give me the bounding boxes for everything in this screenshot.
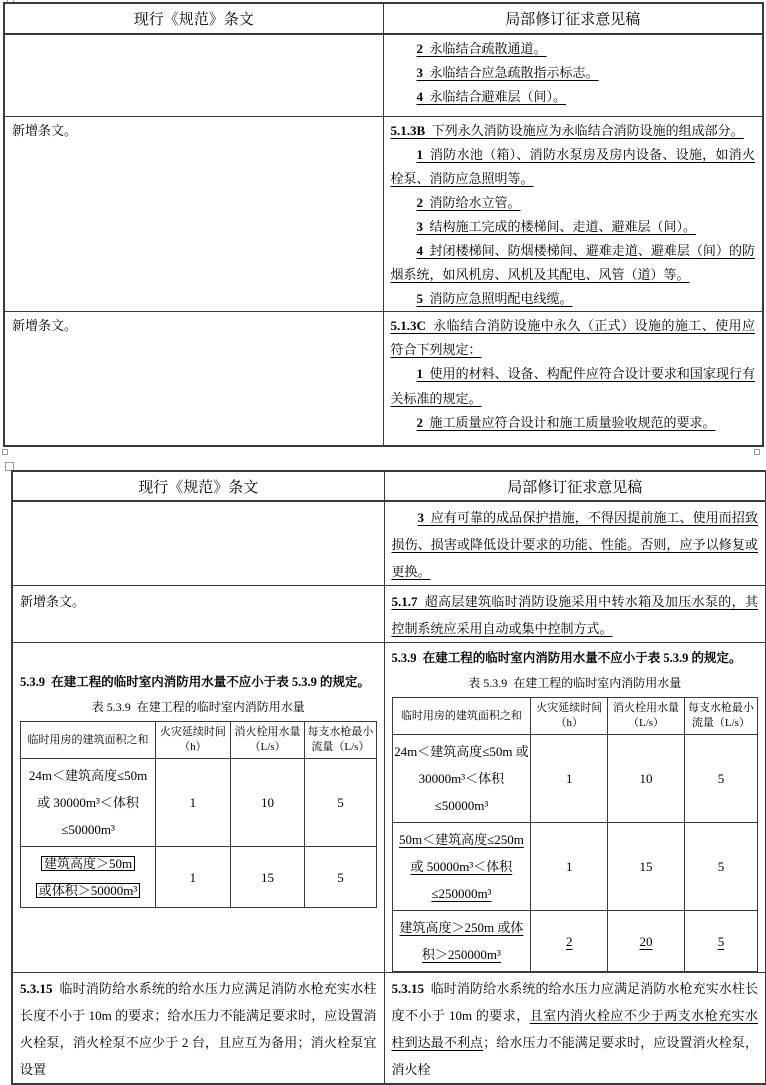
paragraph	[391, 314, 756, 362]
duration-cell: 1	[156, 847, 231, 908]
current-clause-cell-added: 新增条文。	[4, 116, 383, 312]
paragraph-mark-right	[754, 449, 760, 455]
revision-clause-cell-item3	[384, 501, 766, 586]
revision-clause-cell-5-3-9	[384, 643, 766, 973]
text-segment: 消防水池（箱）、消防水泵房及房内设备、设施，如消火栓泵、消防应急照明等。	[390, 146, 755, 186]
paragraph	[392, 975, 759, 1083]
column-header-current-code: 现行《规范》条文	[12, 471, 384, 501]
water-table-row	[21, 759, 377, 847]
water-table-row	[392, 735, 758, 823]
paragraph	[391, 85, 756, 109]
text-segment: 超高层建筑临时消防设施采用中转水箱及加压水泵的，其控制系统应采用自动或集中控制方式。	[391, 594, 758, 636]
paragraph	[392, 647, 759, 669]
paragraph	[392, 504, 759, 585]
paragraph	[392, 588, 759, 642]
text-segment: 临时消防给水系统的给水压力应满足消防水枪充实水柱长度不小于 10m 的要求，	[391, 981, 758, 1023]
min-flow-cell: 5	[684, 735, 757, 823]
col-fire-duration: 火灾延续时间（h）	[531, 698, 608, 735]
duration-cell: 2	[531, 911, 608, 972]
text-segment: 5.3.9	[20, 675, 45, 689]
header-row	[4, 3, 763, 34]
clause-heading-5-3-9	[392, 647, 759, 669]
text-segment: 临时消防给水系统的给水压力应满足消防水枪充实水柱长度不小于 10m 的要求；给水压力不能满足要求时，应设置消火栓泵，消火栓泵不应少于 2 台，且应互为备用；消火栓泵宜设置	[20, 981, 377, 1077]
text-segment: 在建工程的临时室内消防用水量不应小于表 5.3.9 的规定。	[45, 675, 371, 689]
col-hydrant-flow: 消火栓用水量（L/s）	[608, 698, 685, 735]
comparison-table-2	[11, 470, 766, 1085]
current-clause-cell-added: 新增条文。	[12, 586, 384, 643]
area-cell: 24m＜建筑高度≤50m 或 30000m³＜体积≤50000m³	[392, 735, 531, 823]
text-segment: 5.1.3C	[390, 318, 426, 334]
paragraph	[391, 37, 756, 61]
text-segment: 5.3.9	[391, 651, 417, 665]
col-nozzle-min-flow: 每支水枪最小流量（L/s）	[305, 722, 376, 759]
text-segment: 下列永久消防设施应为永临结合消防设施的组成部分。	[425, 122, 744, 138]
text-segment: 建筑高度＞50m	[41, 856, 135, 871]
text-segment: 3	[417, 510, 424, 525]
text-segment: 5	[416, 291, 423, 307]
revision-clause-cell-5-1-7	[384, 586, 766, 643]
duration-cell: 1	[531, 735, 608, 823]
table-row	[12, 973, 766, 1085]
paragraph	[22, 850, 154, 877]
text-segment: 施工质量应符合设计和施工质量验收规范的要求。	[423, 414, 716, 430]
paragraph	[391, 119, 756, 143]
text-segment: 消防给水立管。	[423, 194, 521, 210]
flow-cell: 15	[230, 847, 305, 908]
water-table-header-row	[392, 698, 758, 735]
paragraph	[391, 191, 756, 215]
table-row	[12, 501, 766, 586]
water-table-row-new	[392, 911, 758, 972]
text-segment: 使用的材料、设备、构配件应符合设计要求和国家现行有关标准的规定。	[390, 366, 755, 406]
current-clause-cell-added: 新增条文。	[4, 312, 383, 446]
area-cell-boxed	[21, 847, 156, 908]
paragraph	[391, 411, 756, 435]
min-flow-cell: 5	[305, 847, 376, 908]
water-table-caption: 表 5.3.9 在建工程的临时室内消防用水量	[91, 700, 305, 714]
col-building-area: 临时用房的建筑面积之和	[392, 698, 531, 735]
text-segment: 5.1.7	[391, 594, 418, 609]
flow-cell: 10	[230, 759, 305, 847]
paragraph	[391, 287, 756, 311]
text-segment: 4	[416, 242, 423, 258]
duration-cell: 1	[531, 823, 608, 911]
column-header-current-code: 现行《规范》条文	[4, 3, 383, 34]
text-segment: 或体积＞50000m³	[36, 883, 141, 898]
table-row	[12, 586, 766, 643]
min-flow-cell: 5	[684, 823, 757, 911]
current-clause-cell-5-3-15	[12, 973, 384, 1085]
text-segment: 永临结合应急疏散指示标志。	[423, 65, 599, 81]
area-cell-new: 建筑高度＞250m 或体积＞250000m³	[392, 911, 531, 972]
text-segment: 应有可靠的成品保护措施，不得因提前施工、使用而招致损伤、损害或降低设计要求的功能、性能。否则，应予以修复或更换。	[391, 510, 758, 579]
min-flow-cell: 5	[305, 759, 376, 847]
text-segment: 5.3.15	[391, 981, 424, 996]
table-row	[4, 312, 763, 446]
text-segment: 封闭楼梯间、防烟楼梯间、避难走道、避难层（间）的防烟系统，如风机房、风机及其配电、风管（道）等。	[390, 242, 755, 283]
text-segment: 1	[416, 146, 423, 162]
paragraph	[391, 215, 756, 239]
water-table-row	[392, 823, 758, 911]
text-segment: 2	[416, 414, 423, 430]
water-table-caption: 表 5.3.9 在建工程的临时室内消防用水量	[468, 676, 682, 690]
paragraph	[391, 143, 756, 191]
area-cell: 24m＜建筑高度≤50m 或 30000m³＜体积≤50000m³	[21, 759, 156, 847]
paragraph-mark-left	[2, 449, 8, 455]
text-segment: 1	[416, 366, 423, 382]
paragraph	[391, 239, 756, 287]
paragraph	[391, 61, 756, 85]
text-segment: 2	[416, 194, 423, 210]
table-row	[12, 643, 766, 973]
paragraph	[20, 671, 377, 693]
text-segment: 2	[416, 41, 423, 56]
area-cell-revised: 50m＜建筑高度≤250m 或 50000m³＜体积≤250000m³	[392, 823, 531, 911]
text-segment: 永临结合避难层（间）。	[423, 89, 567, 105]
text-segment: 5.1.3B	[390, 122, 426, 138]
flow-cell: 15	[608, 823, 685, 911]
water-table-header-row	[21, 722, 377, 759]
current-clause-cell-empty	[12, 501, 384, 586]
text-segment: 3	[416, 65, 423, 81]
text-segment: 消防应急照明配电线缆。	[423, 291, 573, 307]
header-row	[12, 471, 766, 501]
table-row	[4, 34, 763, 116]
text-segment: 5.3.15	[20, 981, 53, 996]
revision-clause-cell-5-1-3C	[383, 312, 763, 446]
text-segment: ；给水压力不能满足要求时，应设置消火栓泵，消火栓	[391, 1035, 758, 1077]
paragraph	[20, 975, 377, 1083]
duration-cell: 1	[156, 759, 231, 847]
water-table-revised	[392, 697, 759, 972]
column-header-revision-draft: 局部修订征求意见稿	[383, 3, 763, 34]
col-fire-duration: 火灾延续时间（h）	[156, 722, 231, 759]
comparison-table-1	[3, 2, 764, 447]
text-segment: 永临结合疏散通道。	[423, 41, 547, 56]
revision-clause-cell-5-1-3B	[383, 116, 763, 312]
current-clause-cell-empty	[4, 34, 383, 116]
current-clause-cell-5-3-9	[12, 643, 384, 973]
text-segment: 结构施工完成的楼梯间、走道、避难层（间）。	[423, 218, 697, 234]
water-table-current	[20, 721, 377, 908]
text-segment: 且室内消火栓应不少于两支水枪充实水柱到达最不利点	[391, 1008, 758, 1050]
min-flow-cell: 5	[684, 911, 757, 972]
col-building-area: 临时用房的建筑面积之和	[21, 722, 156, 759]
paragraph	[22, 877, 154, 904]
col-nozzle-min-flow: 每支水枪最小流量（L/s）	[684, 698, 757, 735]
text-segment: 永临结合消防设施中永久（正式）设施的施工、使用应符合下列规定：	[390, 318, 755, 358]
text-segment: 4	[416, 89, 423, 105]
clause-heading-5-3-9	[20, 671, 377, 693]
flow-cell: 10	[608, 735, 685, 823]
water-table-row	[21, 847, 377, 908]
paragraph	[391, 362, 756, 410]
revision-clause-cell-5-3-15	[384, 973, 766, 1085]
flow-cell: 20	[608, 911, 685, 972]
table-row	[4, 116, 763, 312]
text-segment: 在建工程的临时室内消防用水量不应小于表 5.3.9 的规定。	[416, 651, 742, 665]
revision-clause-cell	[383, 34, 763, 116]
column-header-revision-draft: 局部修订征求意见稿	[384, 471, 766, 501]
text-segment: 3	[416, 218, 423, 234]
col-hydrant-flow: 消火栓用水量（L/s）	[230, 722, 305, 759]
